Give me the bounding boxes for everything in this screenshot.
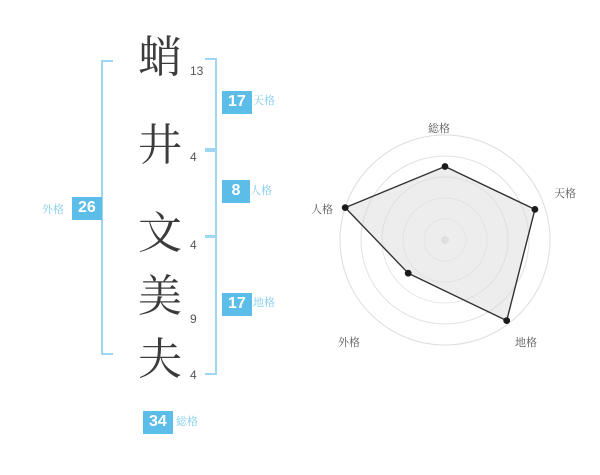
chikaku-bracket bbox=[205, 235, 217, 375]
radar-point-gaikaku bbox=[405, 270, 412, 277]
gaikaku-label: 外格 bbox=[42, 204, 64, 216]
stroke-count-1: 13 bbox=[190, 64, 204, 78]
kanji-char-5: 夫 bbox=[138, 334, 182, 385]
radar-point-chikaku bbox=[503, 317, 510, 324]
chikaku-label: 地格 bbox=[253, 297, 275, 309]
kanji-char-1: 蛸 bbox=[138, 32, 182, 83]
radar-point-jinkaku bbox=[342, 204, 349, 211]
tenkaku-bracket bbox=[205, 58, 217, 152]
gaikaku-bracket bbox=[101, 60, 113, 355]
soukaku-label: 総格 bbox=[176, 416, 198, 428]
gaikaku-value: 26 bbox=[72, 197, 102, 220]
radar-axis-label-jinkaku: 人格 bbox=[311, 204, 333, 216]
jinkaku-bracket bbox=[205, 148, 217, 238]
radar-axis-label-tenkaku: 天格 bbox=[554, 188, 576, 200]
tenkaku-value: 17 bbox=[222, 91, 252, 114]
radar-point-tenkaku bbox=[532, 206, 539, 213]
kanji-char-2: 井 bbox=[138, 120, 182, 171]
radar-axis-label-chikaku: 地格 bbox=[515, 337, 537, 349]
stroke-count-5: 4 bbox=[190, 368, 197, 382]
kanji-char-4: 美 bbox=[138, 271, 182, 322]
radar-axis-label-gaikaku: 外格 bbox=[338, 337, 360, 349]
kanji-char-3: 文 bbox=[138, 208, 182, 259]
stroke-count-4: 9 bbox=[190, 312, 197, 326]
radar-series bbox=[342, 163, 539, 324]
soukaku-value: 34 bbox=[143, 411, 173, 434]
stroke-count-3: 4 bbox=[190, 238, 197, 252]
radar-chart bbox=[310, 0, 600, 470]
stroke-count-2: 4 bbox=[190, 150, 197, 164]
radar-axis-label-soukaku: 総格 bbox=[428, 123, 450, 135]
jinkaku-value: 8 bbox=[222, 180, 250, 203]
jinkaku-label: 人格 bbox=[250, 185, 272, 197]
radar-point-soukaku bbox=[442, 163, 449, 170]
tenkaku-label: 天格 bbox=[253, 95, 275, 107]
radar-chart-svg bbox=[310, 0, 600, 470]
chikaku-value: 17 bbox=[222, 293, 252, 316]
